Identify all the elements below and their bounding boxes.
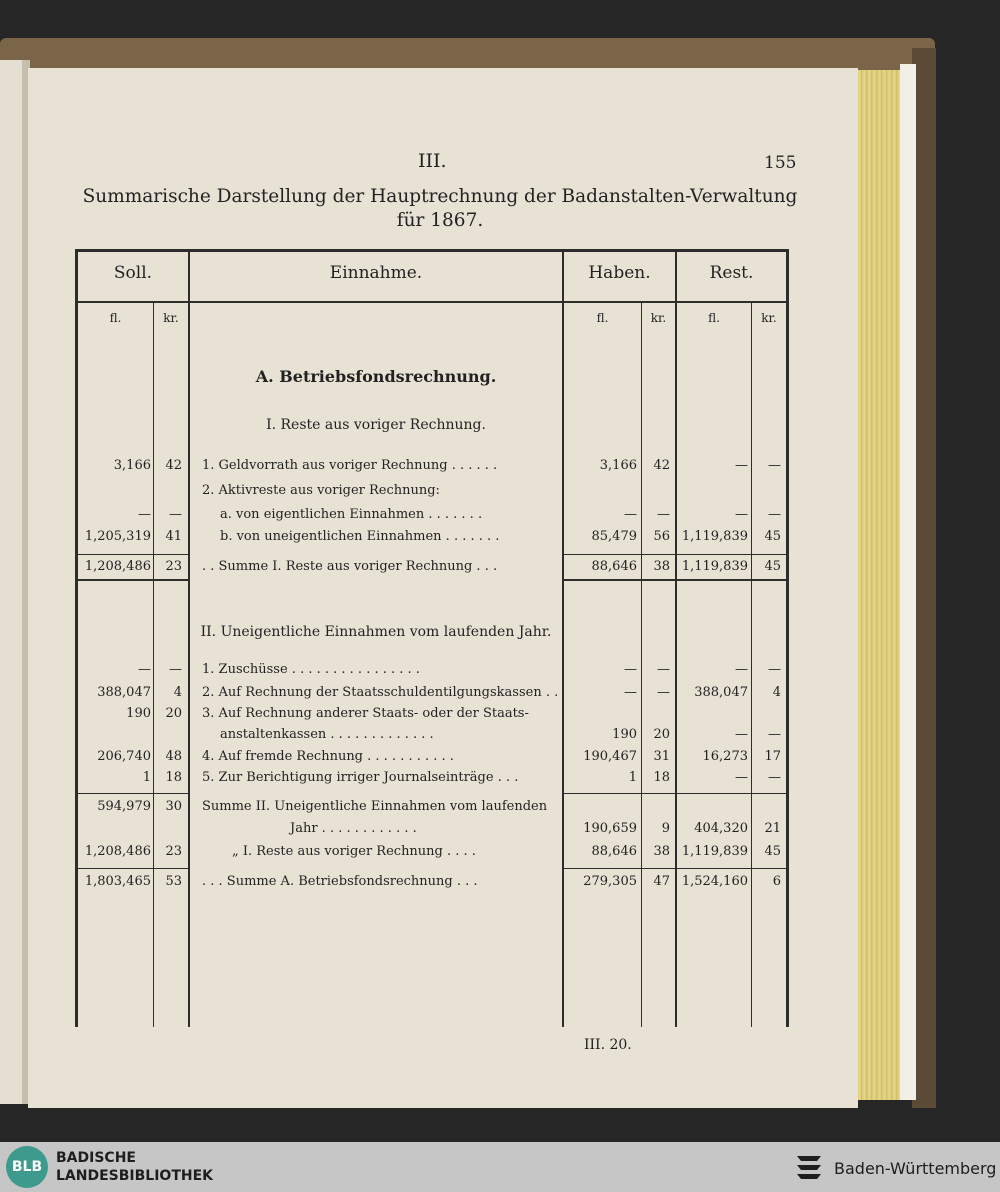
unit-rest-fl: fl. xyxy=(708,311,720,325)
row-12-rest-kr: 21 xyxy=(764,821,781,836)
row-10-text: 5. Zur Berichtigung irriger Journalseinträge . . . xyxy=(202,770,519,785)
row-14-soll-fl: 1,803,465 xyxy=(84,874,151,889)
row-8-rest-fl: — xyxy=(735,727,748,742)
partner-name: Baden-Württemberg xyxy=(834,1159,997,1178)
row-9-rest-kr: 17 xyxy=(764,749,781,764)
account-table xyxy=(75,249,789,1027)
row-1-text: 2. Aktivreste aus voriger Rechnung: xyxy=(202,483,440,498)
row-0-haben-fl: 3,166 xyxy=(599,458,637,473)
row-0-rest-fl: — xyxy=(735,458,748,473)
row-3-rest-fl: 1,119,839 xyxy=(681,529,748,544)
row-4-soll-kr: 23 xyxy=(165,559,182,574)
unit-haben-kr: kr. xyxy=(650,311,667,325)
row-14-soll-kr: 53 xyxy=(165,874,182,889)
row-4-haben-fl: 88,646 xyxy=(591,559,637,574)
row-10-rest-kr: — xyxy=(768,770,781,785)
col-einnahme: Einnahme. xyxy=(329,263,423,283)
row-0-soll-fl: 3,166 xyxy=(113,458,151,473)
section-i-heading: I. Reste aus voriger Rechnung. xyxy=(266,417,486,433)
row-9-soll-fl: 206,740 xyxy=(97,749,151,764)
row-13-rest-fl: 1,119,839 xyxy=(681,844,748,859)
row-7-soll-kr: 20 xyxy=(165,706,182,721)
row-4-soll-fl: 1,208,486 xyxy=(84,559,151,574)
row-11-text: Summe II. Uneigentliche Einnahmen vom laufenden xyxy=(202,799,548,814)
col-haben: Haben. xyxy=(588,263,651,283)
row-4-rest-fl: 1,119,839 xyxy=(681,559,748,574)
row-12-rest-fl: 404,320 xyxy=(694,821,748,836)
unit-soll-kr: kr. xyxy=(163,311,179,325)
row-9-soll-kr: 48 xyxy=(165,749,182,764)
row-0-text: 1. Geldvorrath aus voriger Rechnung . . . . . . xyxy=(202,458,498,473)
unit-rest-kr: kr. xyxy=(761,311,777,325)
row-8-text: anstaltenkassen . . . . . . . . . . . . . xyxy=(220,727,434,742)
page-title: Summarische Darstellung der Hauptrechnung der Badanstalten-Verwaltung xyxy=(82,186,798,207)
row-2-haben-kr: — xyxy=(657,507,670,522)
unit-haben-fl: fl. xyxy=(596,311,609,325)
section-a-heading: A. Betriebsfondsrechnung. xyxy=(255,367,497,386)
row-12-text: Jahr . . . . . . . . . . . . xyxy=(290,821,417,836)
row-10-haben-kr: 18 xyxy=(653,770,670,785)
row-0-rest-kr: — xyxy=(768,458,781,473)
page-number: 155 xyxy=(764,153,797,173)
row-14-rest-fl: 1,524,160 xyxy=(681,874,748,889)
row-8-haben-fl: 190 xyxy=(612,727,637,742)
col-rest: Rest. xyxy=(709,263,754,283)
row-5-soll-kr: — xyxy=(169,662,182,677)
row-5-haben-kr: — xyxy=(657,662,670,677)
row-10-soll-fl: 1 xyxy=(142,770,151,785)
row-2-soll-fl: — xyxy=(138,507,151,522)
row-9-rest-fl: 16,273 xyxy=(702,749,748,764)
row-8-haben-kr: 20 xyxy=(653,727,670,742)
row-10-soll-kr: 18 xyxy=(165,770,182,785)
row-12-haben-fl: 190,659 xyxy=(583,821,637,836)
row-13-rest-kr: 45 xyxy=(764,844,781,859)
page-edge-white xyxy=(900,64,916,1100)
row-2-rest-kr: — xyxy=(768,507,781,522)
row-5-soll-fl: — xyxy=(138,662,151,677)
row-3-rest-kr: 45 xyxy=(764,529,781,544)
left-page-edge xyxy=(0,60,24,1104)
row-3-soll-fl: 1,205,319 xyxy=(84,529,151,544)
row-2-rest-fl: — xyxy=(735,507,748,522)
unit-soll-fl: fl. xyxy=(109,311,122,325)
row-4-haben-kr: 38 xyxy=(653,559,670,574)
row-5-text: 1. Zuschüsse . . . . . . . . . . . . . . . . xyxy=(202,662,420,677)
row-13-haben-fl: 88,646 xyxy=(591,844,637,859)
row-3-soll-kr: 41 xyxy=(165,529,182,544)
row-5-haben-fl: — xyxy=(624,662,637,677)
row-2-soll-kr: — xyxy=(169,507,182,522)
row-5-rest-fl: — xyxy=(735,662,748,677)
row-5-rest-kr: — xyxy=(768,662,781,677)
lion-crest-icon xyxy=(794,1150,824,1184)
row-13-haben-kr: 38 xyxy=(653,844,670,859)
row-11-soll-kr: 30 xyxy=(165,799,182,814)
section-ii-heading: II. Uneigentliche Einnahmen vom laufenden Jahr. xyxy=(200,624,552,640)
row-2-haben-fl: — xyxy=(624,507,637,522)
row-3-haben-fl: 85,479 xyxy=(591,529,637,544)
row-10-rest-fl: — xyxy=(735,770,748,785)
row-6-haben-fl: — xyxy=(624,685,637,700)
row-13-text: „ I. Reste aus voriger Rechnung . . . . xyxy=(232,844,476,859)
row-9-text: 4. Auf fremde Rechnung . . . . . . . . . . . xyxy=(202,749,454,764)
row-0-soll-kr: 42 xyxy=(165,458,182,473)
row-2-text: a. von eigentlichen Einnahmen . . . . . . . xyxy=(220,507,483,522)
page-title-year: für 1867. xyxy=(396,210,484,231)
blb-logo[interactable]: BLB xyxy=(6,1146,48,1188)
row-6-rest-fl: 388,047 xyxy=(694,685,748,700)
row-14-haben-kr: 47 xyxy=(653,874,670,889)
row-6-haben-kr: — xyxy=(657,685,670,700)
row-13-soll-kr: 23 xyxy=(165,844,182,859)
row-6-text: 2. Auf Rechnung der Staatsschuldentilgungskassen . . xyxy=(202,685,559,700)
row-6-soll-kr: 4 xyxy=(173,685,182,700)
row-6-soll-fl: 388,047 xyxy=(97,685,151,700)
library-name-line1: BADISCHE xyxy=(56,1150,136,1166)
row-7-soll-fl: 190 xyxy=(126,706,151,721)
library-name-line2: LANDESBIBLIOTHEK xyxy=(56,1168,214,1184)
book-cover-top xyxy=(0,38,935,72)
row-14-haben-fl: 279,305 xyxy=(583,874,637,889)
row-9-haben-fl: 190,467 xyxy=(583,749,637,764)
footer-code: III. 20. xyxy=(584,1037,632,1053)
row-14-rest-kr: 6 xyxy=(772,874,781,889)
col-soll: Soll. xyxy=(113,263,153,283)
row-4-rest-kr: 45 xyxy=(764,559,781,574)
row-9-haben-kr: 31 xyxy=(653,749,670,764)
row-11-soll-fl: 594,979 xyxy=(97,799,151,814)
row-10-haben-fl: 1 xyxy=(628,770,637,785)
row-0-haben-kr: 42 xyxy=(653,458,670,473)
row-3-text: b. von uneigentlichen Einnahmen . . . . . . . xyxy=(220,529,500,544)
section-number: III. xyxy=(418,150,447,172)
row-7-text: 3. Auf Rechnung anderer Staats- oder der Staats- xyxy=(202,706,529,721)
row-3-haben-kr: 56 xyxy=(653,529,670,544)
row-12-haben-kr: 9 xyxy=(661,821,670,836)
row-4-text: . . Summe I. Reste aus voriger Rechnung . . . xyxy=(202,559,498,574)
row-8-rest-kr: — xyxy=(768,727,781,742)
row-6-rest-kr: 4 xyxy=(772,685,781,700)
row-14-text: . . . Summe A. Betriebsfondsrechnung . . . xyxy=(202,874,478,889)
row-13-soll-fl: 1,208,486 xyxy=(84,844,151,859)
page-edges xyxy=(852,70,904,1100)
